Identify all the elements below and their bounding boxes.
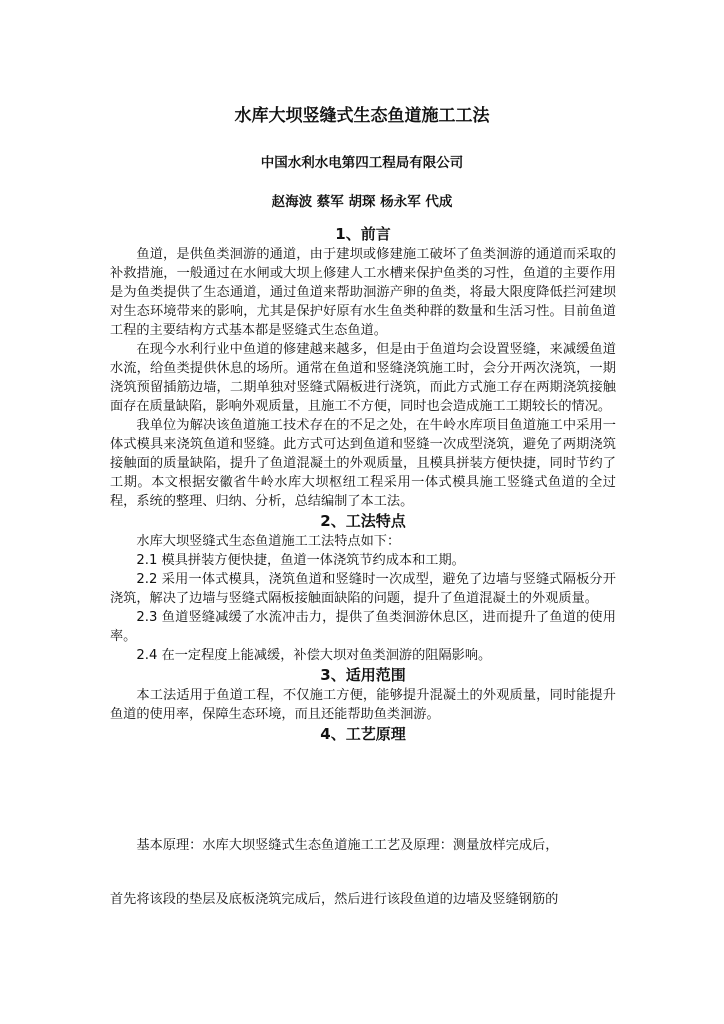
paragraph: 2.3 鱼道竖缝减缓了水流冲击力，提供了鱼类洄游休息区，进而提升了鱼道的使用率。 <box>110 610 616 644</box>
document-title: 水库大坝竖缝式生态鱼道施工工法 <box>234 106 490 126</box>
paragraph: 2.2 采用一体式模具，浇筑鱼道和竖缝时一次成型，避免了边墙与竖缝式隔板分开浇筑，解决了边墙与竖缝式隔板接触面缺陷的问题，提升了鱼道混凝土的外观质量。 <box>110 572 616 606</box>
paragraph: 水库大坝竖缝式生态鱼道施工工法特点如下： <box>136 534 401 549</box>
paragraph: 2.1 模具拼装方便快捷，鱼道一体浇筑节约成本和工期。 <box>136 553 465 568</box>
author-list: 赵海波 蔡军 胡琛 杨永军 代成 <box>271 194 453 210</box>
paragraph: 本工法适用于鱼道工程，不仅施工方便，能够提升混凝土的外观质量，同时能提升鱼道的使用率，保障生态环境，而且还能帮助鱼类洄游。 <box>110 688 616 722</box>
paragraph: 我单位为解决该鱼道施工技术存在的不足之处，在牛岭水库项目鱼道施工中采用一体式模具来浇筑鱼道和竖缝。此方式可达到鱼道和竖缝一次成型浇筑，避免了两期浇筑接触面的质量缺陷，提升了鱼道混凝土的外观质量，且模具拼装方便快捷，同时节约了工期。本文根据安徽省牛岭水库大坝枢纽工程采用一体式模具施工竖缝式鱼道的全过程，系统的整理、归纳、分析，总结编制了本工法。 <box>110 418 616 509</box>
paragraph: 在现今水利行业中鱼道的修建越来越多，但是由于鱼道均会设置竖缝，来减缓鱼道水流，给鱼类提供休息的场所。通常在鱼道和竖缝浇筑施工时，会分开两次浇筑，一期浇筑预留插筋边墙，二期单独对竖缝式隔板进行浇筑，而此方式施工存在两期浇筑接触面存在质量缺陷，影响外观质量，且施工不方便，同时也会造成施工工期较长的情况。 <box>110 342 616 414</box>
continuation-line: 首先将该段的垫层及底板浇筑完成后，然后进行该段鱼道的边墙及竖缝钢筋的 <box>110 892 559 907</box>
section-heading-principle: 4、工艺原理 <box>320 725 406 743</box>
paragraph: 基本原理：水库大坝竖缝式生态鱼道施工工艺及原理：测量放样完成后， <box>136 838 559 853</box>
section-heading-preface: 1、前言 <box>335 225 391 243</box>
paragraph: 2.4 在一定程度上能减缓，补偿大坝对鱼类洄游的阻隔影响。 <box>136 648 492 663</box>
principle-body <box>110 836 616 855</box>
document-body <box>110 224 616 745</box>
section-heading-scope: 3、适用范围 <box>320 666 406 684</box>
paragraph: 鱼道，是供鱼类洄游的通道，由于建坝或修建施工破坏了鱼类洄游的通道而采取的补救措施，一般通过在水闸或大坝上修建人工水槽来保护鱼类的习性，鱼道的主要作用是为鱼类提供了生态通道，通过鱼道来帮助洄游产卵的鱼类，将最大限度降低拦河建坝对生态环境带来的影响，尤其是保护好原有水生鱼类种群的数量和生活习性。目前鱼道工程的主要结构方式基本都是竖缝式生态鱼道。 <box>110 247 616 338</box>
organization-name: 中国水利水电第四工程局有限公司 <box>260 155 464 171</box>
section-heading-features: 2、工法特点 <box>320 512 406 530</box>
